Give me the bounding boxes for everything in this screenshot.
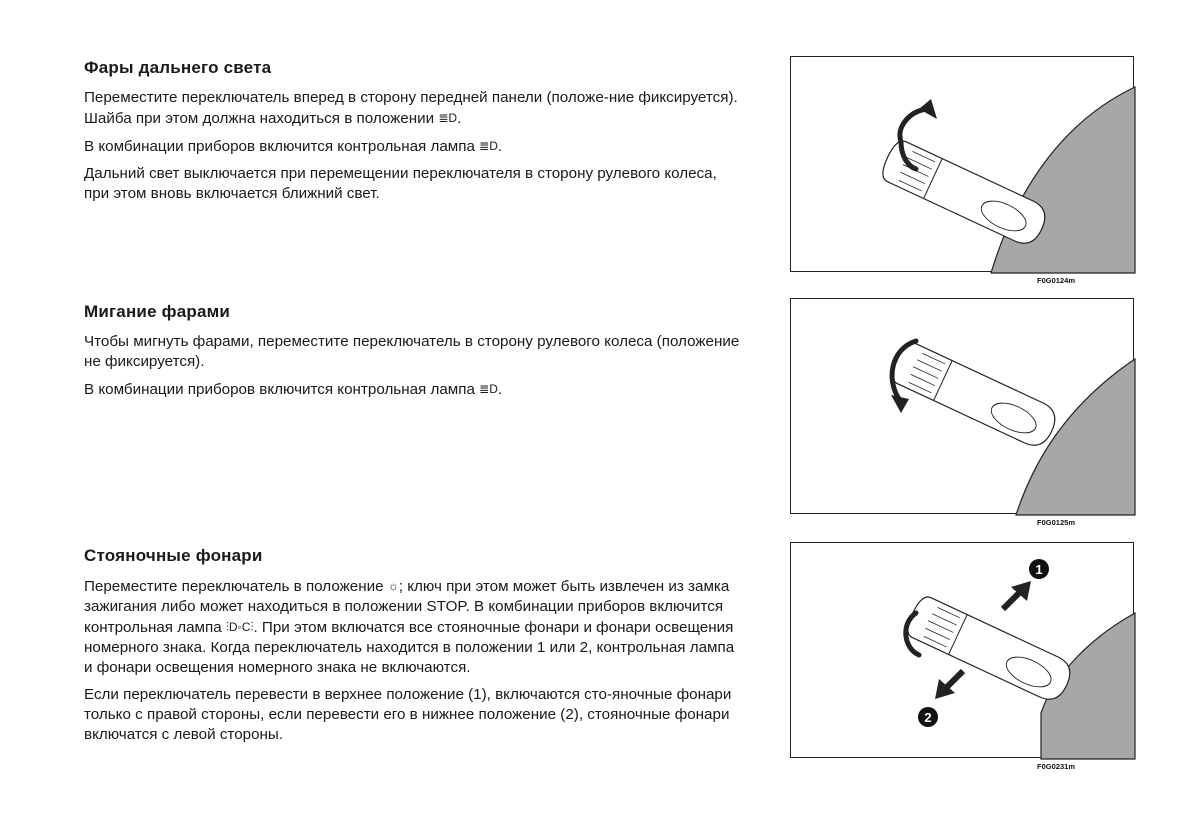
- high-beam-icon: ≣D: [479, 382, 498, 396]
- steering-wheel-shape: [991, 87, 1135, 273]
- paragraph: Переместите переключатель в положение ☼; ключ при этом может быть извлечен из замка зажигания либо может находиться в положении STOP. В комбинации приборов включится контрольная лампа ⫶D◦C⫶. При этом включатся все стояночные фонари и фонари освещения номерного знака. Когда переключатель находится в положении 1 или 2, контрольная лампа и фонари освещения номерного знака не включаются.: [84, 578, 735, 676]
- figure-flash: [790, 298, 1134, 527]
- figure-code: F0G0231m: [1037, 762, 1075, 771]
- paragraph: Переместите переключатель вперед в сторону передней панели (положе-ние фиксируется). Шайба при этом должна находиться в положении ≣D.: [84, 89, 738, 127]
- stalk-illustration: [791, 543, 1135, 759]
- paragraph: Если переключатель перевести в верхнее положение (1), включаются сто-яночные фонари только с правой стороны, если перевести его в нижнее положение (2), стояночные фонари включатся с левой стороны.: [84, 686, 732, 743]
- paragraph: В комбинации приборов включится контрольная лампа ≣D.: [84, 138, 503, 155]
- high-beam-icon: ≣D: [438, 111, 458, 125]
- figure-parking: [790, 542, 1134, 771]
- section-title: Стояночные фонари: [84, 546, 263, 565]
- section-high-beam: [84, 58, 744, 211]
- stalk-group: [888, 339, 1061, 451]
- figure-high-beam: [790, 56, 1134, 285]
- parking-lamp-icon: ⫶D◦C⫶: [225, 620, 254, 634]
- figure-code: F0G0124m: [1037, 276, 1075, 285]
- figure-code: F0G0125m: [1037, 518, 1075, 527]
- section-title: Фары дальнего света: [84, 58, 272, 77]
- svg-text:1: 1: [1035, 562, 1043, 577]
- section-headlight-flash: [84, 302, 744, 407]
- stalk-illustration: [791, 57, 1135, 273]
- paragraph: Дальний свет выключается при перемещении переключателя в сторону рулевого колеса, при этом вновь включается ближний свет.: [84, 165, 717, 202]
- paragraph: В комбинации приборов включится контрольная лампа ≣D.: [84, 381, 503, 398]
- section-title: Мигание фарами: [84, 302, 231, 321]
- section-parking-lights: [84, 546, 744, 752]
- svg-text:2: 2: [924, 710, 932, 725]
- high-beam-icon: ≣D: [479, 139, 498, 153]
- paragraph: Чтобы мигнуть фарами, переместите переключатель в сторону рулевого колеса (положение не фиксируется).: [84, 333, 740, 370]
- stalk-illustration: [791, 299, 1135, 515]
- arrow-forward: [900, 109, 926, 142]
- parking-light-icon: ☼: [387, 579, 399, 593]
- stalk-group: [903, 593, 1076, 705]
